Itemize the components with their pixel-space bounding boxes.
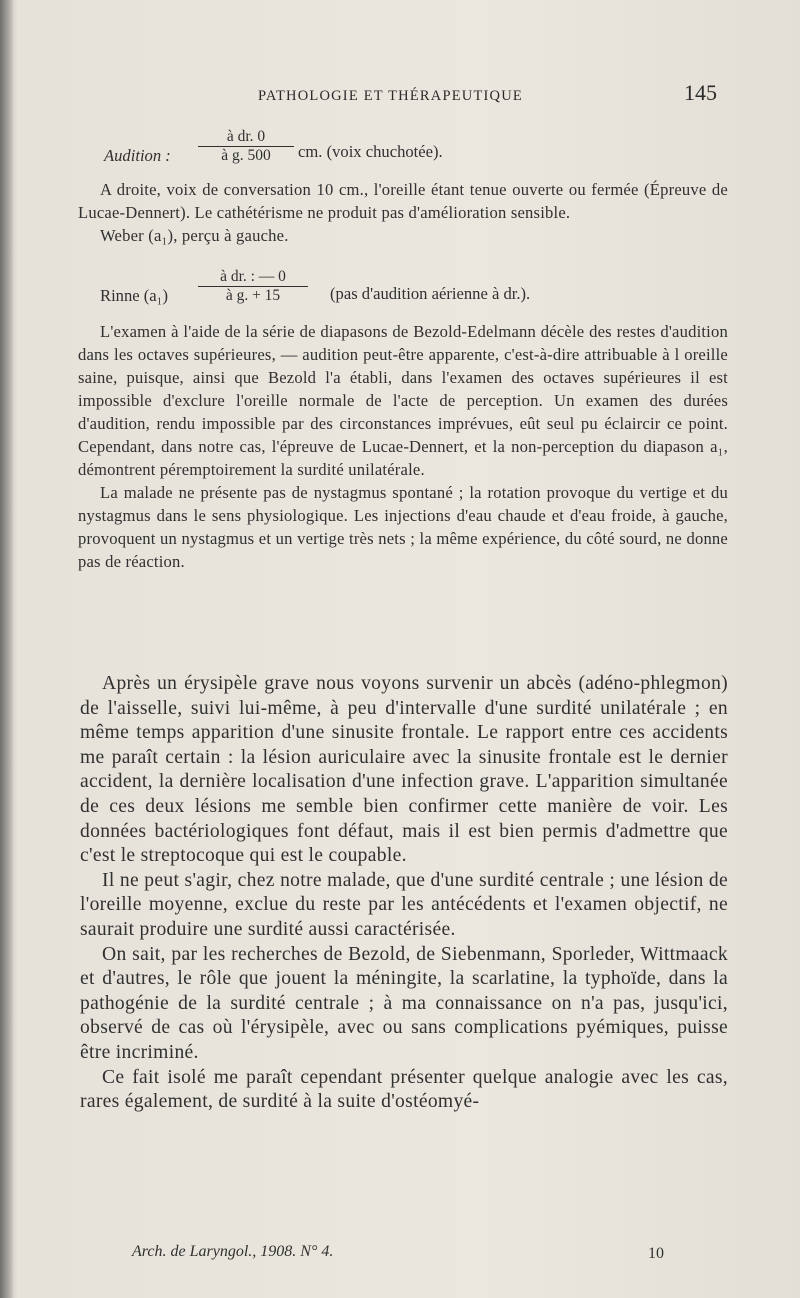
text-block-1	[78, 178, 728, 247]
paragraph: L'examen à l'aide de la série de diapasons de Bezold-Edelmann décèle des restes d'audition dans les octaves supérieures, — audition peut-être apparente, c'est-à-dire attribuable à l oreille saine, puisque, ainsi que Bezold l'a établi, dans l'examen des octaves supérieures il est impossible d'exclure l'oreille normale de l'acte de perception. Un examen des durées d'audition, rendu impossible par des circonstances imprévues, eût seul pu éclaircir ce point. Cependant, dans notre cas, l'épreuve de Lucae-Dennert, et la non-perception du diapason a₁, démontrent péremptoirement la surdité unilatérale.	[78, 322, 728, 479]
rinne-suffix: (pas d'audition aérienne à dr.).	[330, 284, 531, 303]
rinne-fraction	[198, 268, 308, 305]
paragraph: Il ne peut s'agir, chez notre malade, que d'une surdité centrale ; une lésion de l'oreille moyenne, exclue du reste par les antécédents et l'examen objectif, ne saurait produire une surdité aussi caractérisée.	[80, 869, 728, 940]
running-head: PATHOLOGIE ET THÉRAPEUTIQUE	[258, 88, 523, 104]
paragraph: On sait, par les recherches de Bezold, de Siebenmann, Sporleder, Wittmaack et d'autres, le rôle que jouent la méningite, la scarlatine, la typhoïde, dans la pathogénie de la surdité centrale ; à ma connaissance on n'a pas, jusqu'ici, observé de cas où l'érysipèle, avec ou sans complications pyémiques, puisse être incriminé.	[80, 943, 728, 1063]
rinne-label: Rinne (a₁)	[100, 286, 168, 305]
signature-mark: 10	[648, 1245, 664, 1262]
paragraph: La malade ne présente pas de nystagmus spontané ; la rotation provoque du vertige et du nystagmus dans le sens physiologique. Les injections d'eau chaude et d'eau froide, à gauche, provoquent un nystagmus et un vertige très nets ; la même expérience, du côté sourd, ne donne pas de réaction.	[78, 483, 728, 571]
weber-line: Weber (a₁), perçu à gauche.	[100, 226, 289, 245]
footer-reference: Arch. de Laryngol., 1908. N° 4.	[132, 1243, 334, 1260]
paragraph: A droite, voix de conversation 10 cm., l'oreille étant tenue ouverte ou fermée (Épreuve de Lucae-Dennert). Le cathétérisme ne produit pas d'amélioration sensible.	[78, 180, 728, 222]
page-number: 145	[684, 80, 717, 105]
rinne-denominator: à g. + 15	[225, 287, 281, 304]
audition-suffix: cm. (voix chuchotée).	[298, 142, 443, 161]
paragraph: Après un érysipèle grave nous voyons survenir un abcès (adéno-phlegmon) de l'aisselle, suivi lui-même, à peu d'intervalle d'une surdité unilatérale ; en même temps apparition d'une sinusite frontale. Le rapport entre ces accidents me paraît certain : la lésion auriculaire avec la sinusite frontale est le dernier accident, la dernière localisation d'une infection grave. L'apparition simultanée de ces deux lésions me semble bien confirmer cette manière de voir. Les données bactériologiques font défaut, mais il est bien permis d'admettre que c'est le streptocoque qui est le coupable.	[80, 673, 728, 867]
paragraph: Ce fait isolé me paraît cependant présenter quelque analogie avec les cas, rares également, de surdité à la suite d'ostéomyé-	[80, 1066, 728, 1113]
text-block-2	[78, 320, 728, 573]
audition-label: Audition :	[104, 146, 171, 165]
audition-numerator: à dr. 0	[198, 128, 294, 147]
page-binding-edge	[0, 0, 14, 1298]
audition-fraction	[198, 128, 294, 165]
rinne-numerator: à dr. : — 0	[198, 268, 308, 287]
text-block-3	[80, 672, 728, 1115]
audition-denominator: à g. 500	[221, 147, 271, 164]
